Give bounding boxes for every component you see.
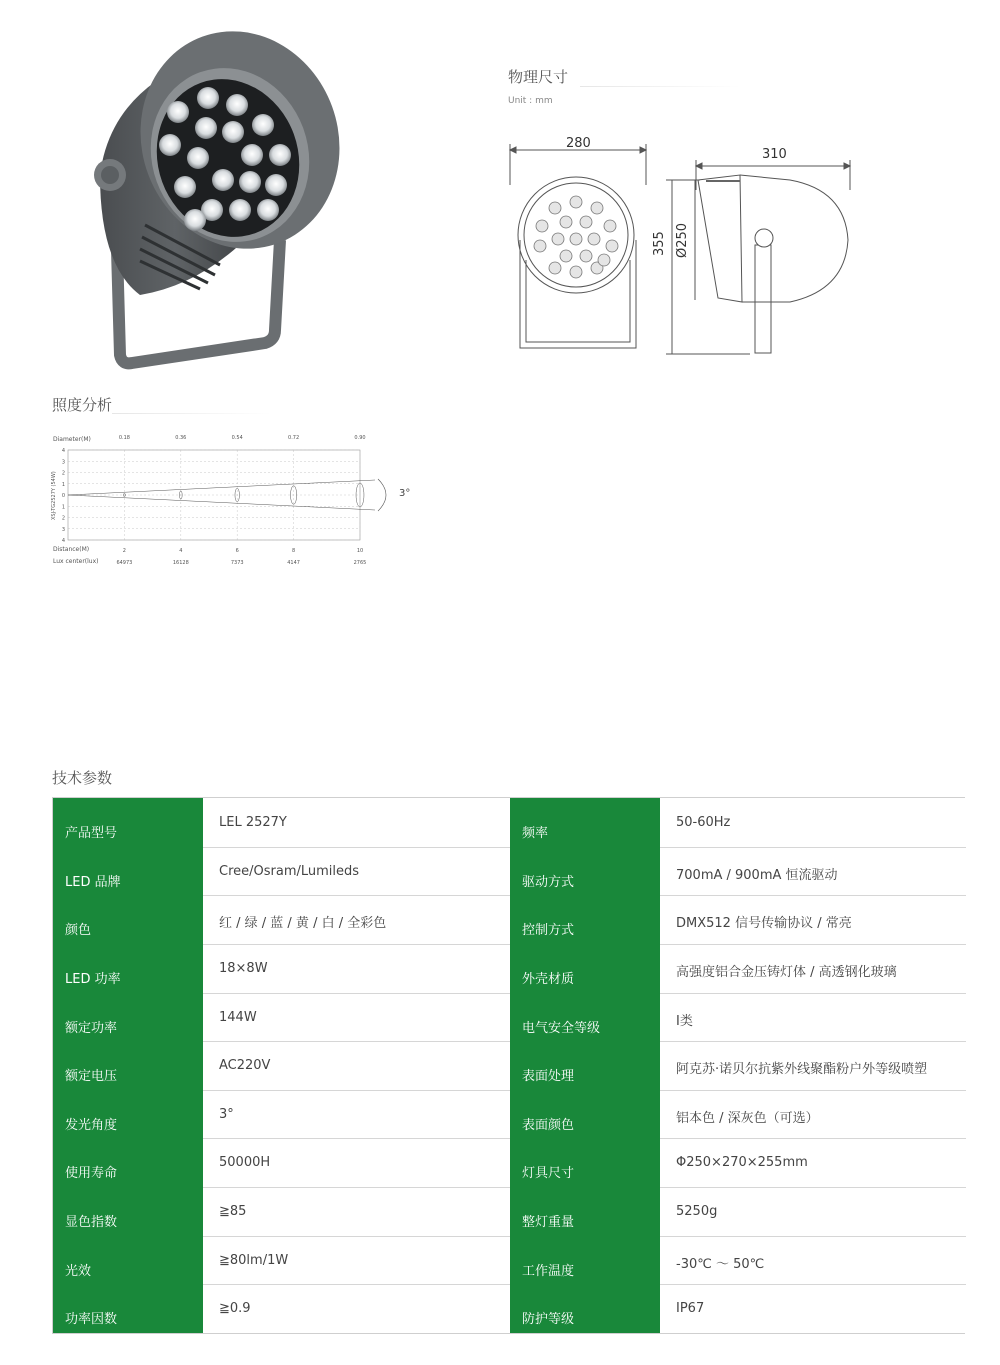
lux-tick-label: 64973 — [116, 560, 133, 566]
spec-row — [53, 1138, 964, 1187]
row-divider — [660, 895, 966, 896]
spec-label: 外壳材质 — [510, 944, 660, 993]
illuminance-title: 照度分析 — [52, 396, 113, 414]
beam-edge-bottom — [68, 495, 375, 510]
spec-row — [53, 1041, 964, 1090]
spec-label: 功率因数 — [53, 1284, 203, 1333]
beam-angle-arc — [378, 479, 386, 511]
spec-value: LEL 2527Y — [203, 798, 510, 847]
spec-value: 3° — [203, 1090, 510, 1139]
row-divider — [203, 1090, 510, 1091]
diameter-tick-label: 0.18 — [118, 435, 130, 441]
spec-value: -30℃ ～ 50℃ — [660, 1236, 966, 1285]
spec-label: 控制方式 — [510, 895, 660, 944]
spec-value: 700mA / 900mA 恒流驱动 — [660, 847, 966, 896]
distance-tick-label: 6 — [235, 548, 239, 554]
y-tick-label: 1 — [61, 504, 65, 511]
spec-value: Cree/Osram/Lumileds — [203, 847, 510, 896]
row-divider — [203, 993, 510, 994]
diameter-tick-label: 0.72 — [288, 435, 300, 441]
spec-row — [53, 993, 964, 1042]
spec-label: 光效 — [53, 1236, 203, 1285]
dimensions-title-line — [580, 86, 740, 87]
row-divider — [660, 944, 966, 945]
spec-label: 使用寿命 — [53, 1138, 203, 1187]
spec-label: 产品型号 — [53, 798, 203, 847]
y-tick-label: 2 — [61, 515, 65, 522]
dimensions-title: 物理尺寸 — [508, 68, 569, 86]
dim-height-total: 355 — [652, 231, 667, 256]
y-tick-label: 4 — [61, 448, 65, 454]
diameter-tick-label: 0.90 — [354, 435, 366, 441]
y-tick-label: 1 — [61, 481, 65, 488]
beam-angle-label: 3° — [399, 488, 411, 499]
spec-row — [53, 1090, 964, 1139]
spec-label: 颜色 — [53, 895, 203, 944]
dim-diameter: Ø250 — [675, 222, 690, 258]
lux-tick-label: 7373 — [230, 560, 244, 566]
row-divider — [203, 1284, 510, 1285]
row-divider — [660, 1187, 966, 1188]
dimensions-unit: Unit : mm — [508, 96, 553, 106]
lux-label: Lux center(lux) — [53, 558, 99, 565]
row-divider — [203, 944, 510, 945]
spec-value: ≧85 — [203, 1187, 510, 1236]
spec-label: 额定功率 — [53, 993, 203, 1042]
spec-label: LED 功率 — [53, 944, 203, 993]
spec-value: 50-60Hz — [660, 798, 966, 847]
spec-label: 整灯重量 — [510, 1187, 660, 1236]
spec-value: 144W — [203, 993, 510, 1042]
row-divider — [660, 1090, 966, 1091]
row-divider — [203, 1236, 510, 1237]
spec-label: 表面处理 — [510, 1041, 660, 1090]
y-tick-label: 3 — [61, 459, 65, 466]
lux-tick-label: 2765 — [353, 560, 367, 566]
spec-label: 额定电压 — [53, 1041, 203, 1090]
diameter-tick-label: 0.54 — [231, 435, 243, 441]
spec-label: 工作温度 — [510, 1236, 660, 1285]
spec-label: 表面颜色 — [510, 1090, 660, 1139]
y-tick-label: 2 — [61, 470, 65, 477]
row-divider — [203, 1187, 510, 1188]
row-divider — [660, 847, 966, 848]
distance-tick-label: 2 — [122, 548, 126, 554]
spec-value: 高强度铝合金压铸灯体 / 高透钢化玻璃 — [660, 944, 966, 993]
spec-label: 灯具尺寸 — [510, 1138, 660, 1187]
illuminance-title-line — [112, 413, 272, 414]
spec-value: 18×8W — [203, 944, 510, 993]
y-axis-label: XSJ-TG2527Y (54W) — [51, 471, 57, 520]
spec-label: 显色指数 — [53, 1187, 203, 1236]
spec-row — [53, 895, 964, 944]
distance-tick-label: 4 — [179, 548, 183, 554]
spec-value: ≧80lm/1W — [203, 1236, 510, 1285]
spec-value: 红 / 绿 / 蓝 / 黄 / 白 / 全彩色 — [203, 895, 510, 944]
row-divider — [660, 1236, 966, 1237]
spec-row — [53, 944, 964, 993]
spec-table — [52, 797, 965, 1334]
row-divider — [203, 847, 510, 848]
spec-value: 5250g — [660, 1187, 966, 1236]
y-tick-label: 0 — [61, 493, 65, 499]
spec-row — [53, 1236, 964, 1285]
diameter-tick-label: 0.36 — [175, 435, 187, 441]
diameter-label: Diameter(M) — [53, 436, 91, 443]
row-divider — [203, 895, 510, 896]
spec-value: Ⅰ类 — [660, 993, 966, 1042]
spec-value: ≧0.9 — [203, 1284, 510, 1333]
lux-tick-label: 4147 — [287, 560, 300, 566]
row-divider — [660, 1138, 966, 1139]
spec-value: Φ250×270×255mm — [660, 1138, 966, 1187]
spec-row — [53, 1284, 964, 1333]
spec-title: 技术参数 — [52, 769, 113, 787]
y-tick-label: 3 — [61, 526, 65, 533]
product-image — [80, 25, 340, 375]
spec-label: 频率 — [510, 798, 660, 847]
spec-label: 电气安全等级 — [510, 993, 660, 1042]
dim-depth: 310 — [762, 147, 787, 162]
distance-tick-label: 10 — [356, 548, 364, 554]
distance-tick-label: 8 — [292, 548, 296, 554]
spec-value: 阿克苏·诺贝尔抗紫外线聚酯粉户外等级喷塑 — [660, 1041, 966, 1090]
lux-tick-label: 16128 — [172, 560, 189, 566]
y-tick-label: 4 — [61, 538, 65, 544]
spec-row — [53, 798, 964, 847]
row-divider — [660, 993, 966, 994]
dim-width-front: 280 — [566, 136, 591, 151]
spec-label: 驱动方式 — [510, 847, 660, 896]
distance-label: Distance(M) — [53, 546, 90, 553]
row-divider — [203, 1138, 510, 1139]
spec-label: LED 品牌 — [53, 847, 203, 896]
spec-value: 铝本色 / 深灰色（可选） — [660, 1090, 966, 1139]
spec-value: 50000H — [203, 1138, 510, 1187]
row-divider — [660, 1041, 966, 1042]
spec-label: 发光角度 — [53, 1090, 203, 1139]
spec-row — [53, 847, 964, 896]
spec-value: AC220V — [203, 1041, 510, 1090]
beam-edge-top — [68, 480, 375, 495]
spec-value: DMX512 信号传输协议 / 常亮 — [660, 895, 966, 944]
spec-value: IP67 — [660, 1284, 966, 1333]
spec-label: 防护等级 — [510, 1284, 660, 1333]
spec-row — [53, 1187, 964, 1236]
row-divider — [660, 1284, 966, 1285]
row-divider — [203, 1041, 510, 1042]
